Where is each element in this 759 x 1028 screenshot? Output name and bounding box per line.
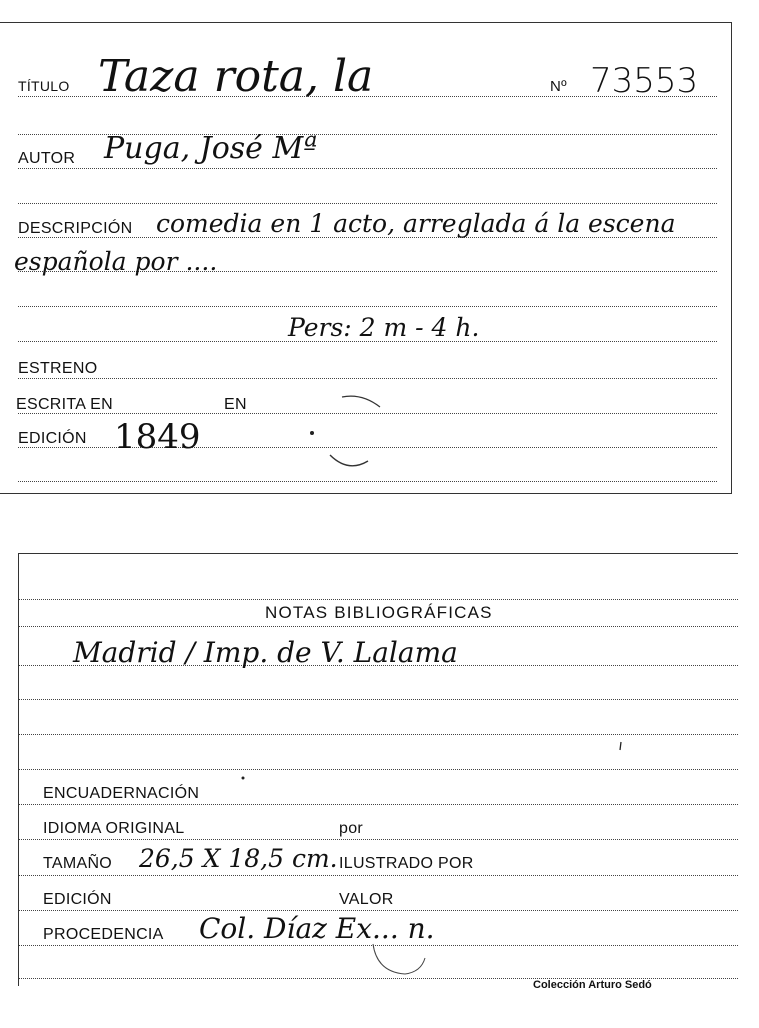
rule-line bbox=[19, 769, 738, 770]
rule-line bbox=[19, 626, 738, 627]
rule-line bbox=[18, 481, 717, 482]
numero-label: Nº bbox=[550, 78, 567, 95]
procedencia-label: PROCEDENCIA bbox=[43, 926, 164, 943]
autor-value: Puga, José Mª bbox=[104, 131, 318, 166]
notas-heading: NOTAS BIBLIOGRÁFICAS bbox=[265, 603, 493, 622]
personajes-note: Pers: 2 m - 4 h. bbox=[288, 313, 480, 342]
edicion-value: 1849 bbox=[114, 417, 201, 457]
rule-line bbox=[19, 699, 738, 700]
estreno-label: ESTRENO bbox=[18, 360, 98, 377]
edicion-label: EDICIÓN bbox=[18, 430, 87, 447]
faded-stamp-mark bbox=[359, 914, 439, 984]
rule-line bbox=[18, 168, 717, 169]
rule-line bbox=[18, 203, 717, 204]
escrita-en-label: ESCRITA EN bbox=[16, 396, 113, 413]
notas-line1: Madrid / Imp. de V. Lalama bbox=[73, 636, 458, 669]
edicion-back-label: EDICIÓN bbox=[43, 891, 112, 908]
rule-line bbox=[19, 910, 738, 911]
ink-speck bbox=[239, 774, 249, 784]
por-label: por bbox=[339, 820, 364, 837]
rule-line bbox=[19, 875, 738, 876]
procedencia-value: Col. Díaz Ex... n. bbox=[199, 912, 435, 945]
en-label: EN bbox=[224, 396, 247, 413]
rule-line bbox=[19, 734, 738, 735]
idioma-label: IDIOMA ORIGINAL bbox=[43, 820, 185, 837]
rule-line bbox=[19, 839, 738, 840]
valor-label: VALOR bbox=[339, 891, 394, 908]
rule-line bbox=[18, 378, 717, 379]
autor-label: AUTOR bbox=[18, 150, 76, 167]
descripcion-line1: comedia en 1 acto, arreglada á la escena bbox=[156, 209, 676, 238]
encuadernacion-label: ENCUADERNACIÓN bbox=[43, 785, 200, 802]
faded-stamp-mark bbox=[300, 383, 390, 473]
tamano-value: 26,5 X 18,5 cm. bbox=[139, 844, 338, 873]
rule-line bbox=[19, 599, 738, 600]
titulo-value: Taza rota, la bbox=[98, 51, 374, 102]
rule-line bbox=[19, 804, 738, 805]
descripcion-label: DESCRIPCIÓN bbox=[18, 220, 133, 237]
titulo-label: TÍTULO bbox=[18, 78, 70, 94]
numero-value: 73553 bbox=[590, 61, 699, 101]
ilustrado-label: ILUSTRADO POR bbox=[339, 855, 474, 872]
rule-line bbox=[18, 306, 717, 307]
catalog-card-back bbox=[18, 553, 738, 986]
ink-speck bbox=[617, 740, 627, 752]
catalog-card-front bbox=[0, 22, 732, 494]
tamano-label: TAMAÑO bbox=[43, 855, 113, 872]
collection-credit: Colección Arturo Sedó bbox=[533, 979, 652, 991]
descripcion-line2: española por .... bbox=[14, 247, 218, 276]
